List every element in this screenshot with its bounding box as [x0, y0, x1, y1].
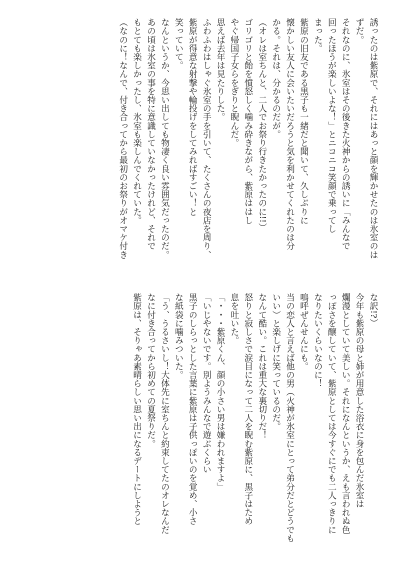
text-line: なんというか、今思い出しても物凄く良い雰囲気だったのだ。: [159, 18, 170, 259]
text-line: 今年も紫原の母と姉が用意した浴衣に身を包んだ氷室は: [354, 293, 365, 508]
text-line: なに付き合ってから初めての夏祭りだ。: [145, 293, 156, 448]
text-line: な訳!?）: [368, 293, 378, 327]
text-line: やぐ帰国子女らをぎりと睨んだ。: [228, 18, 239, 147]
text-line: かる。それは、分かるのだが。: [270, 18, 281, 139]
text-line: ふわふわはしゃぐ氷室の手を引いて、たくさんの夜店を周り、: [201, 18, 212, 259]
text-line: 懐かしい友人に会いたいだろうと気を利かせてくれたのは分: [284, 18, 295, 251]
text-line: （オレは室ちんと、二人でお祭り行きたかったのに!!）: [256, 18, 267, 232]
text-line: 紫原が得意な射撃や輪投げをしてみればすごい！と: [187, 18, 198, 216]
text-line: ずだ。: [354, 18, 365, 44]
text-line: 思えば去年は見たりした。: [215, 18, 226, 122]
text-line: 当の恋人と言えば他の男（火神が氷室にとって弟分だとどうでも: [284, 293, 295, 543]
text-line: それなのに、氷室はその後きた火神からの誘いに「みんなで: [340, 18, 351, 251]
text-line: 「・・・紫原くん、顔の小さい男は嫌われますよ」: [215, 293, 226, 491]
text-line: ゴリゴリと飴を憤怒しく噛み砕きながら、紫原ははし: [242, 18, 253, 225]
text-line: いい）と楽しげに笑っているのだ。: [270, 293, 281, 431]
text-line: あの頃は氷室の事を特に意識していなかったけれど、それで: [145, 18, 156, 251]
text-line: っぽさを醸していて、紫原としては今すぐにでも二人っきりに: [326, 293, 337, 534]
text-line: 怒りと寂しさで涙目になって二人を睨む紫原に、黒子はため: [242, 293, 253, 526]
text-line: 紫原の旧友である黒子も一緒だと聞いて、久しぶりに: [298, 18, 309, 225]
text-line: （なのに！なんで、付き合ってから最初のお祭りがオマケ付き: [117, 18, 128, 259]
text-line: 「う、うるさいし！大体先に室ちんと約束してたのオレなんだ: [159, 293, 170, 534]
text-line: な紙袋に噛みついた。: [173, 293, 184, 379]
text-line: 鳴呼ぜんせんにも。: [298, 293, 309, 371]
text-line: まった。: [312, 18, 323, 53]
text-line: 紫原は、そりゃあ素晴らしい思い出になるデートにしようと: [131, 293, 142, 526]
upper-text-block: [19, 18, 379, 275]
text-line: 笑っていて。: [173, 18, 184, 70]
text-line: 誘ったのは紫原で、それにはあっと顔を輝かせたのは氷室のは: [368, 18, 378, 259]
text-line: なんて酷い。これは重大な裏切りだ！: [256, 293, 267, 440]
text-line: もとても楽しかったし、氷室も楽しんでくれていた。: [131, 18, 142, 225]
text-line: 息を吐いた。: [228, 293, 239, 345]
text-line: 黒子のしらっとした言葉に紫原は子供っぽいのを覚め、小さ: [187, 293, 198, 526]
text-line: 回ったほうが楽しいよな！」とニコニコ笑顔で乗ってし: [326, 18, 337, 233]
lower-text-block: [19, 293, 379, 558]
text-line: 爛漫としていて美しい。それになんというか、えも言われぬ色: [340, 293, 351, 534]
text-line: なりたいくらいなのに！: [312, 293, 323, 388]
text-line: 「いじやないです。別ようみんなで遊ぶくらい: [201, 293, 212, 474]
